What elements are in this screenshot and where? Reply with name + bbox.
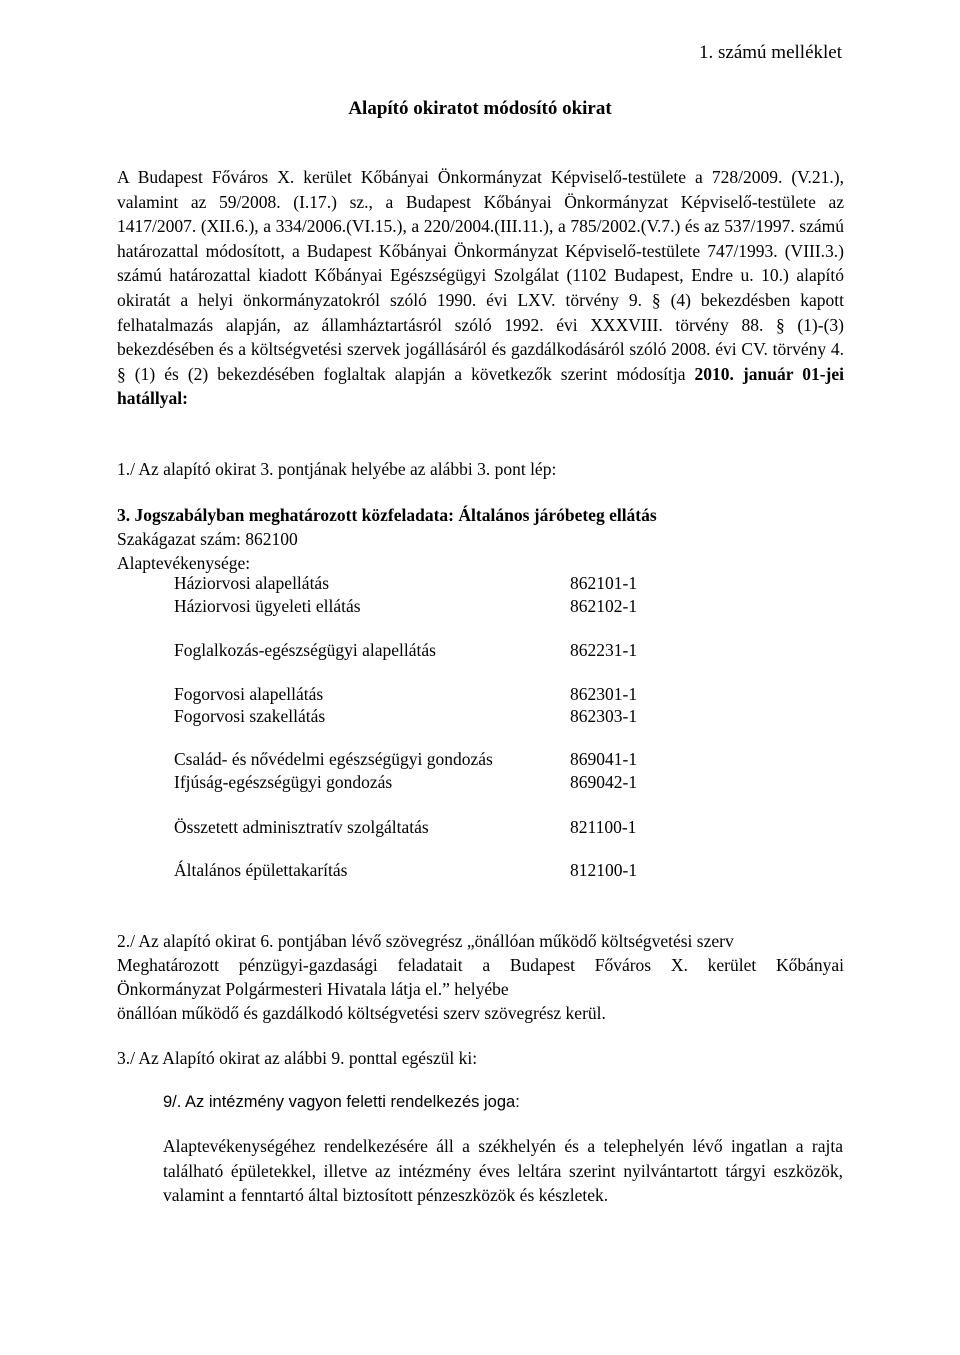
activity-code: 821100-1 (570, 817, 637, 837)
point1-heading-number: 3. (117, 505, 131, 525)
point1-heading-label: Jogszabályban meghatározott közfeladata: (134, 505, 455, 525)
point3-subheading: 9/. Az intézmény vagyon feletti rendelkezés joga: (163, 1093, 520, 1111)
activity-code: 862303-1 (570, 706, 638, 726)
activity-code: 862102-1 (570, 596, 638, 616)
activity-name: Általános épülettakarítás (174, 860, 348, 880)
intro-paragraph (117, 165, 844, 411)
point1-instruction: 1./ Az alapító okirat 3. pontjának helyébe az alábbi 3. pont lép: (117, 459, 557, 479)
point2-line-4: önállóan működő és gazdálkodó költségvetési szerv szövegrész kerül. (117, 1003, 606, 1023)
activity-code: 862231-1 (570, 640, 638, 660)
activity-name: Ifjúság-egészségügyi gondozás (174, 772, 393, 792)
point3-instruction: 3./ Az Alapító okirat az alábbi 9. ponttal egészül ki: (117, 1048, 478, 1068)
intro-effective-date: 2010. január 01-jei hatállyal: (117, 363, 844, 409)
point2-line-1: 2./ Az alapító okirat 6. pontjában lévő szövegrész „önállóan működő költségvetési szerv (117, 931, 734, 951)
activities-label: Alaptevékenysége: (117, 553, 251, 573)
activity-code: 869042-1 (570, 772, 638, 792)
activity-code: 812100-1 (570, 860, 638, 880)
branch-code: Szakágazat szám: 862100 (117, 529, 298, 549)
activity-name: Összetett adminisztratív szolgáltatás (174, 817, 429, 837)
point3-text: Alaptevékenységéhez rendelkezésére áll a székhelyén és a telephelyén lévő ingatlan a rajta található épületekkel, illetve az intézmény éves leltára szerint nyilvántartott tárgyi eszközök, valamint a fenntartó által biztosított pénzeszközök és készletek. (163, 1136, 843, 1206)
activity-code: 869041-1 (570, 749, 638, 769)
activity-name: Foglalkozás-egészségügyi alapellátás (174, 640, 436, 660)
activity-name: Fogorvosi szakellátás (174, 706, 326, 726)
activity-name: Fogorvosi alapellátás (174, 684, 324, 704)
annex-label: 1. számú melléklet (699, 42, 842, 63)
point2-line-3: Önkormányzat Polgármesteri Hivatala látja el.” helyébe (117, 979, 509, 999)
activity-name: Háziorvosi alapellátás (174, 573, 330, 593)
activity-code: 862301-1 (570, 684, 638, 704)
activity-code: 862101-1 (570, 573, 638, 593)
point1-heading (117, 503, 657, 527)
activity-name: Család- és nővédelmi egészségügyi gondozás (174, 749, 493, 769)
document-title: Alapító okiratot módosító okirat (348, 98, 612, 119)
activity-name: Háziorvosi ügyeleti ellátás (174, 596, 361, 616)
point1-heading-value: Általános járóbeteg ellátás (458, 505, 657, 525)
point2-line-2: Meghatározott pénzügyi-gazdasági feladatait a Budapest Főváros X. kerület Kőbányai (117, 955, 844, 975)
intro-text: A Budapest Főváros X. kerület Kőbányai Önkormányzat Képviselő-testülete a 728/2009. (V.21.), valamint az 59/2008. (I.17.) sz., a Budapest Kőbányai Önkormányzat Képviselő-testülete az 1417/2007. (XII.6.), a 334/2006.(VI.15.), a 220/2004.(III.11.), a 785/2002.(V.7.) és az 537/1997. számú határozattal módosított, a Budapest Kőbányai Önkormányzat Képviselő-testülete 747/1993. (VIII.3.) számú határozattal kiadott Kőbányai Egészségügyi Szolgálat (1102 Budapest, Endre u. 10.) alapító okiratát a helyi önkormányzatokról szóló 1990. évi LXV. törvény 9. § (4) bekezdésben kapott felhatalmazás alapján, az államháztartásról szóló 1992. évi XXXVIII. törvény 88. § (1)-(3) bekezdésében és a költségvetési szervek jogállásáról és gazdálkodásáról szóló 2008. évi CV. törvény 4. § (1) és (2) bekezdésében foglaltak alapján a következők szerint módosítja (117, 167, 844, 384)
